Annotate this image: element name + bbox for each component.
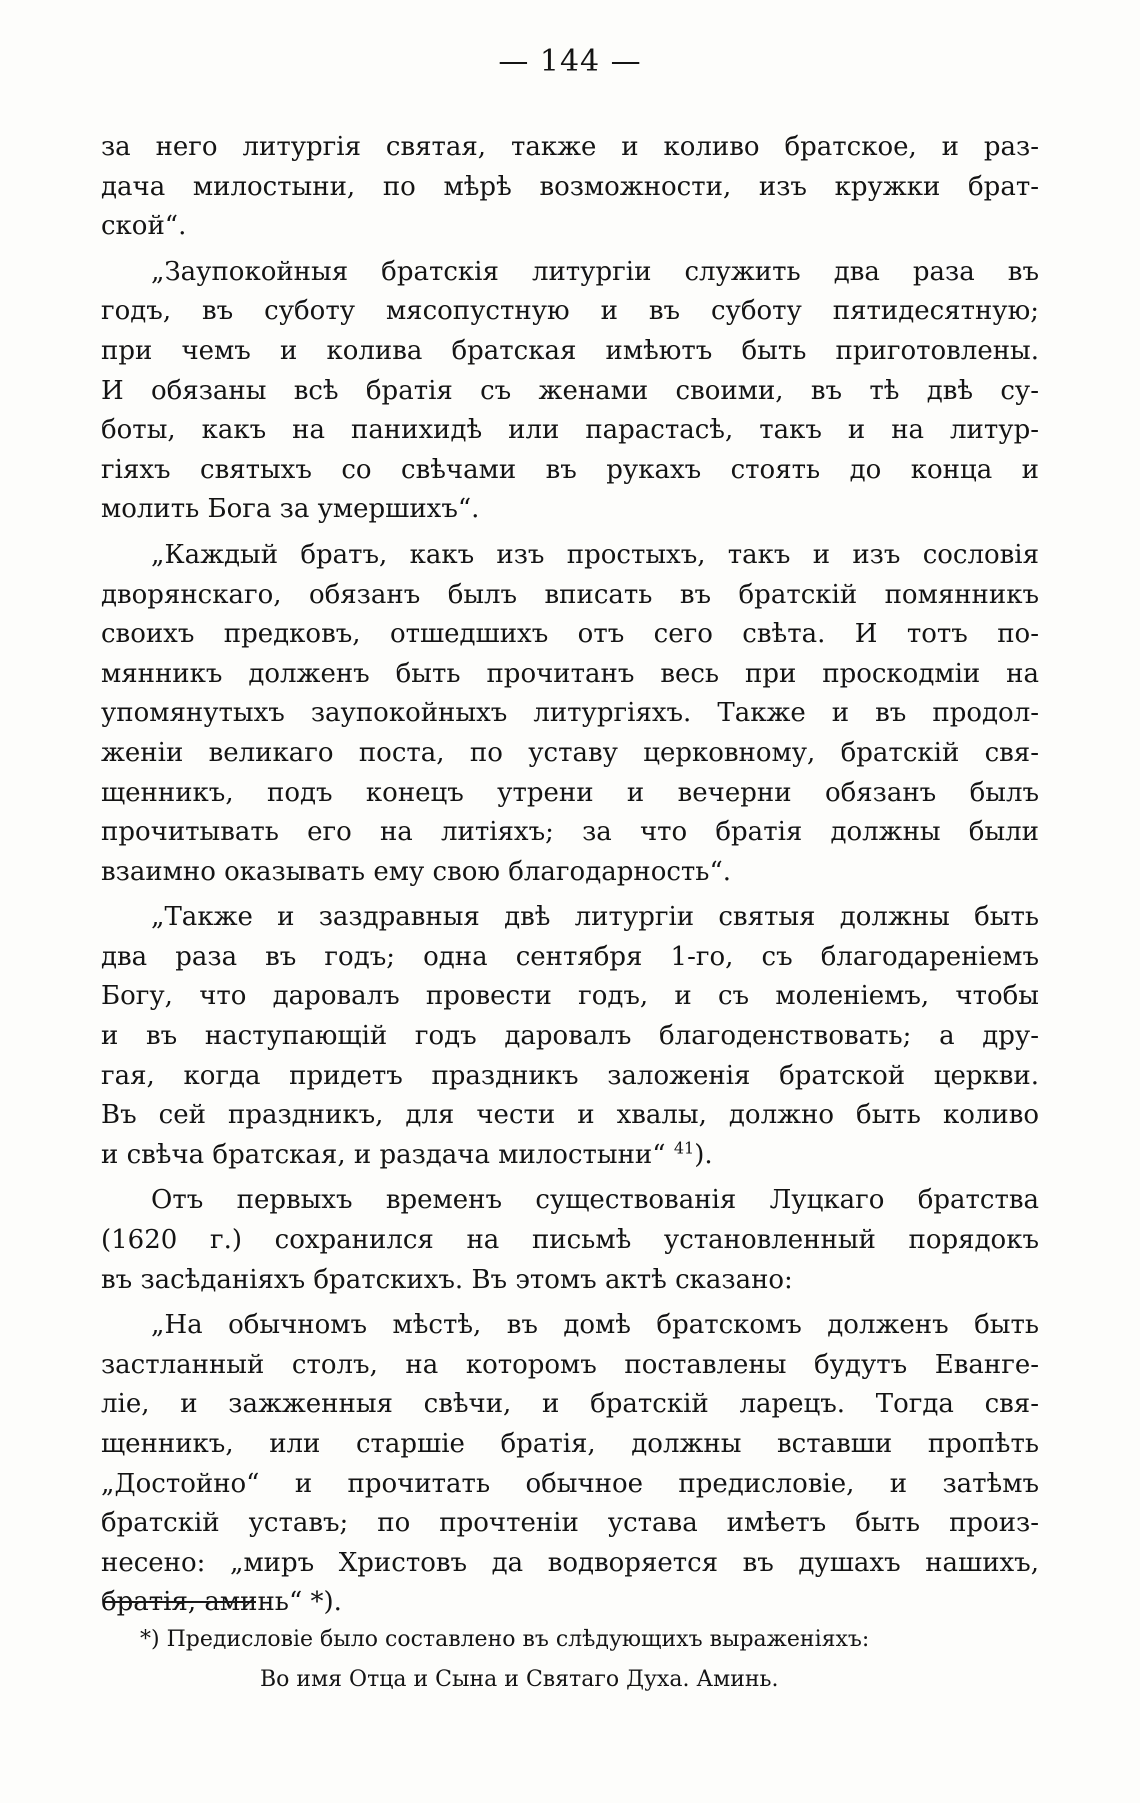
text-line: (1620 г.) сохранился на письмѣ установленный порядокъ (101, 1225, 1039, 1256)
text-line: женіи великаго поста, по уставу церковному, братскій свя- (101, 737, 1039, 768)
text-line: ской“. (101, 211, 187, 242)
text-line: своихъ предковъ, отшедшихъ отъ сего свѣта. И тотъ по- (101, 619, 1039, 650)
text-line: Отъ первыхъ временъ существованія Луцкаго братства (151, 1185, 1039, 1216)
text-line: „Каждый братъ, какъ изъ простыхъ, такъ и изъ сословія (151, 539, 1039, 570)
text-line: И обязаны всѣ братія съ женами своими, въ тѣ двѣ су- (101, 375, 1039, 406)
text-line: дворянскаго, обязанъ былъ вписать въ братскій помянникъ (101, 579, 1039, 610)
text-line: щенникъ, подъ конецъ утрени и вечерни обязанъ былъ (101, 777, 1039, 808)
text-line-with-reference (101, 1136, 1039, 1176)
footnote-line: Во имя Отца и Сына и Святаго Духа. Аминь. (260, 1667, 779, 1692)
text-line: молить Бога за умершихъ“. (101, 494, 480, 525)
text-line: годъ, въ суботу мясопустную и въ суботу пятидесятную; (101, 296, 1039, 327)
text-line: несено: „миръ Христовъ да водворяется въ душахъ нашихъ, (101, 1547, 1039, 1578)
reference-mark: 41 (673, 1138, 695, 1158)
text-line: прочитывать его на литіяхъ; за что братія должны были (101, 817, 1039, 848)
text-line: и свѣча братская, и раздача милостыни“ (101, 1139, 666, 1170)
page-number: — 144 — (498, 44, 642, 79)
text-line: застланный столъ, на которомъ поставлены будутъ Еванге- (101, 1349, 1039, 1380)
reference-tail: ). (694, 1139, 713, 1170)
text-line: и въ наступающій годъ даровалъ благоденствовать; а дру- (101, 1021, 1039, 1052)
text-line: взаимно оказывать ему свою благодарность“. (101, 856, 732, 887)
text-line: гая, когда придетъ праздникъ заложенія братской церкви. (101, 1060, 1039, 1091)
footnote-line: *) Предисловіе было составлено въ слѣдующихъ выраженіяхъ: (140, 1627, 870, 1652)
footnote-divider (104, 1601, 256, 1603)
text-line: боты, какъ на панихидѣ или парастасѣ, такъ и на литур- (101, 415, 1039, 446)
footnote (140, 1620, 1010, 1700)
text-line: щенникъ, или старшіе братія, должны вставши пропѣть (101, 1429, 1039, 1459)
text-line: дача милостыни, по мѣрѣ возможности, изъ кружки брат- (101, 171, 1039, 202)
text-line: при чемъ и колива братская имѣютъ быть приготовлены. (101, 335, 1039, 366)
text-line: „Также и заздравныя двѣ литургіи святыя должны быть (151, 902, 1039, 933)
text-line: упомянутыхъ заупокойныхъ литургіяхъ. Также и въ продол- (101, 698, 1039, 729)
text-line: ліе, и зажженныя свѣчи, и братскій ларецъ. Тогда свя- (101, 1389, 1039, 1420)
text-line: два раза въ годъ; одна сентября 1-го, съ благодареніемъ (101, 941, 1039, 972)
text-line: „На обычномъ мѣстѣ, въ домѣ братскомъ долженъ быть (151, 1310, 1039, 1341)
text-line: братскій уставъ; по прочтеніи устава имѣетъ быть произ- (101, 1508, 1039, 1539)
text-line: „Достойно“ и прочитать обычное предисловіе, и затѣмъ (101, 1468, 1039, 1499)
text-line: „Заупокойныя братскія литургіи служить два раза въ (151, 256, 1039, 287)
body-text (101, 128, 1039, 1623)
text-line: Богу, что даровалъ провести годъ, и съ моленіемъ, чтобы (101, 981, 1039, 1012)
text-line: въ засѣданіяхъ братскихъ. Въ этомъ актѣ сказано: (101, 1264, 793, 1295)
text-line: за него литургія святая, также и коливо братское, и раз- (101, 132, 1039, 162)
text-line: мянникъ долженъ быть прочитанъ весь при проскодміи на (101, 658, 1039, 689)
text-line: Въ сей праздникъ, для чести и хвалы, должно быть коливо (101, 1100, 1039, 1131)
text-line: гіяхъ святыхъ со свѣчами въ рукахъ стоять до конца и (101, 454, 1039, 485)
text-line: братія, аминь“ *). (101, 1587, 342, 1618)
